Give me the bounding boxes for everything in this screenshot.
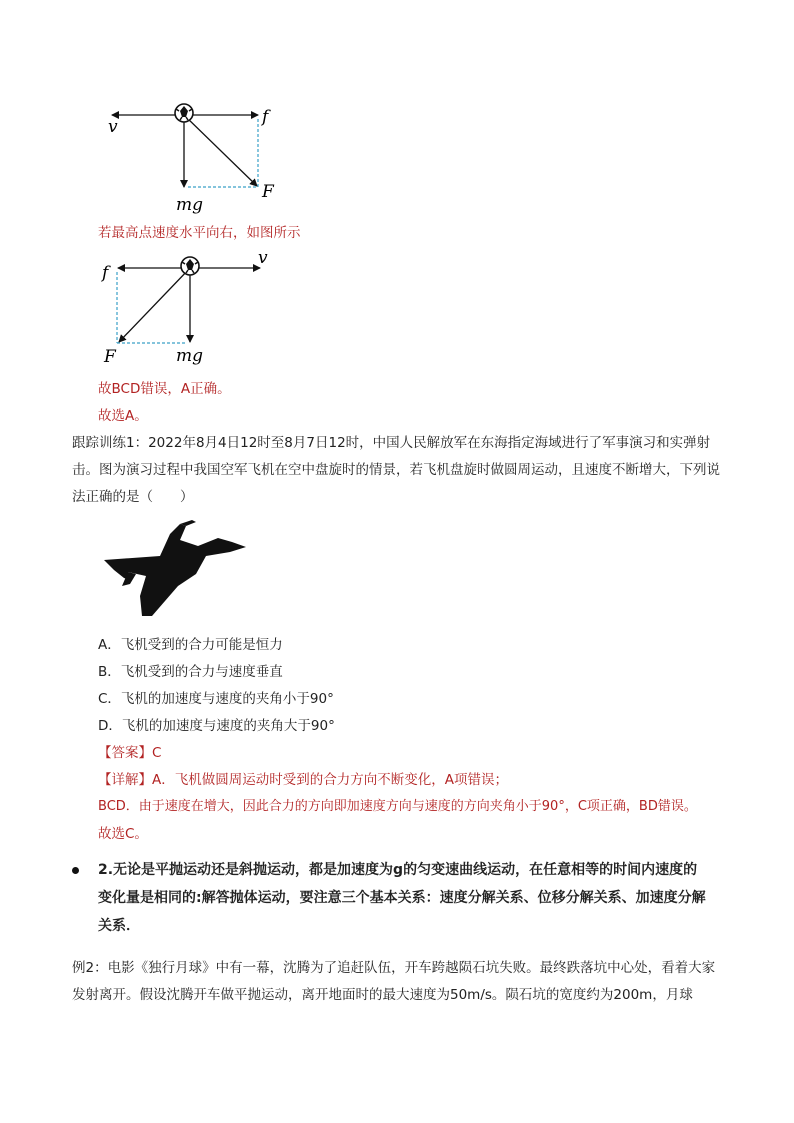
final-choice: 故选A。: [98, 408, 148, 424]
question-text: 跟踪训练1：2022年8月4日12时至8月7日12时，中国人民解放军在东海指定海域进行了军事演习和实弹射击。图为演习过程中我国空军飞机在空中盘旋时的情景，若飞机盘旋时做圆周运动，且速度不断增大，下列说法正确的是（ ）: [72, 435, 720, 505]
label-F: F: [104, 347, 116, 367]
conclusion: 故BCD错误，A正确。: [98, 381, 231, 397]
label-v: v: [108, 117, 118, 137]
force-diagram-right-velocity: [100, 248, 290, 373]
label-f: f: [102, 263, 109, 283]
example-text: 例2：电影《独行月球》中有一幕，沈腾为了追赶队伍，开车跨越陨石坑失败。最终跌落坑中心处，看着大家发射离开。假设沈腾开车做平抛运动，离开地面时的最大速度为50m/s。陨石坑的宽度约为200m，月球: [72, 960, 716, 1003]
label-v: v: [258, 248, 268, 268]
key-point: 2.无论是平抛运动还是斜抛运动，都是加速度为g的匀变速曲线运动，在任意相等的时间内速度的变化量是相同的:解答抛体运动，要注意三个基本关系：速度分解关系、位移分解关系、加速度分解关系．: [98, 862, 706, 934]
answer: 【答案】C: [98, 745, 162, 761]
label-F: F: [262, 182, 274, 202]
ball-icon: [175, 104, 193, 122]
fighter-jet-image: [100, 516, 250, 620]
force-diagram-left-velocity: [100, 95, 290, 220]
detail-line-1: 【详解】A．飞机做圆周运动时受到的合力方向不断变化，A项错误；: [98, 772, 508, 788]
option-d: D．飞机的加速度与速度的夹角大于90°: [98, 718, 335, 734]
caption-right-velocity: 若最高点速度水平向右，如图所示: [98, 225, 301, 241]
final-choice: 故选C。: [98, 826, 148, 842]
option-c: C．飞机的加速度与速度的夹角小于90°: [98, 691, 334, 707]
option-b: B．飞机受到的合力与速度垂直: [98, 664, 283, 680]
label-mg: mg: [176, 195, 204, 215]
detail-line-2: BCD．由于速度在增大，因此合力的方向即加速度方向与速度的方向夹角小于90°，C项正确，BD错误。: [98, 799, 697, 814]
option-a: A．飞机受到的合力可能是恒力: [98, 637, 283, 653]
label-f: f: [262, 107, 269, 127]
ball-icon: [181, 257, 199, 275]
bullet-icon: [72, 867, 79, 874]
label-mg: mg: [176, 346, 204, 366]
